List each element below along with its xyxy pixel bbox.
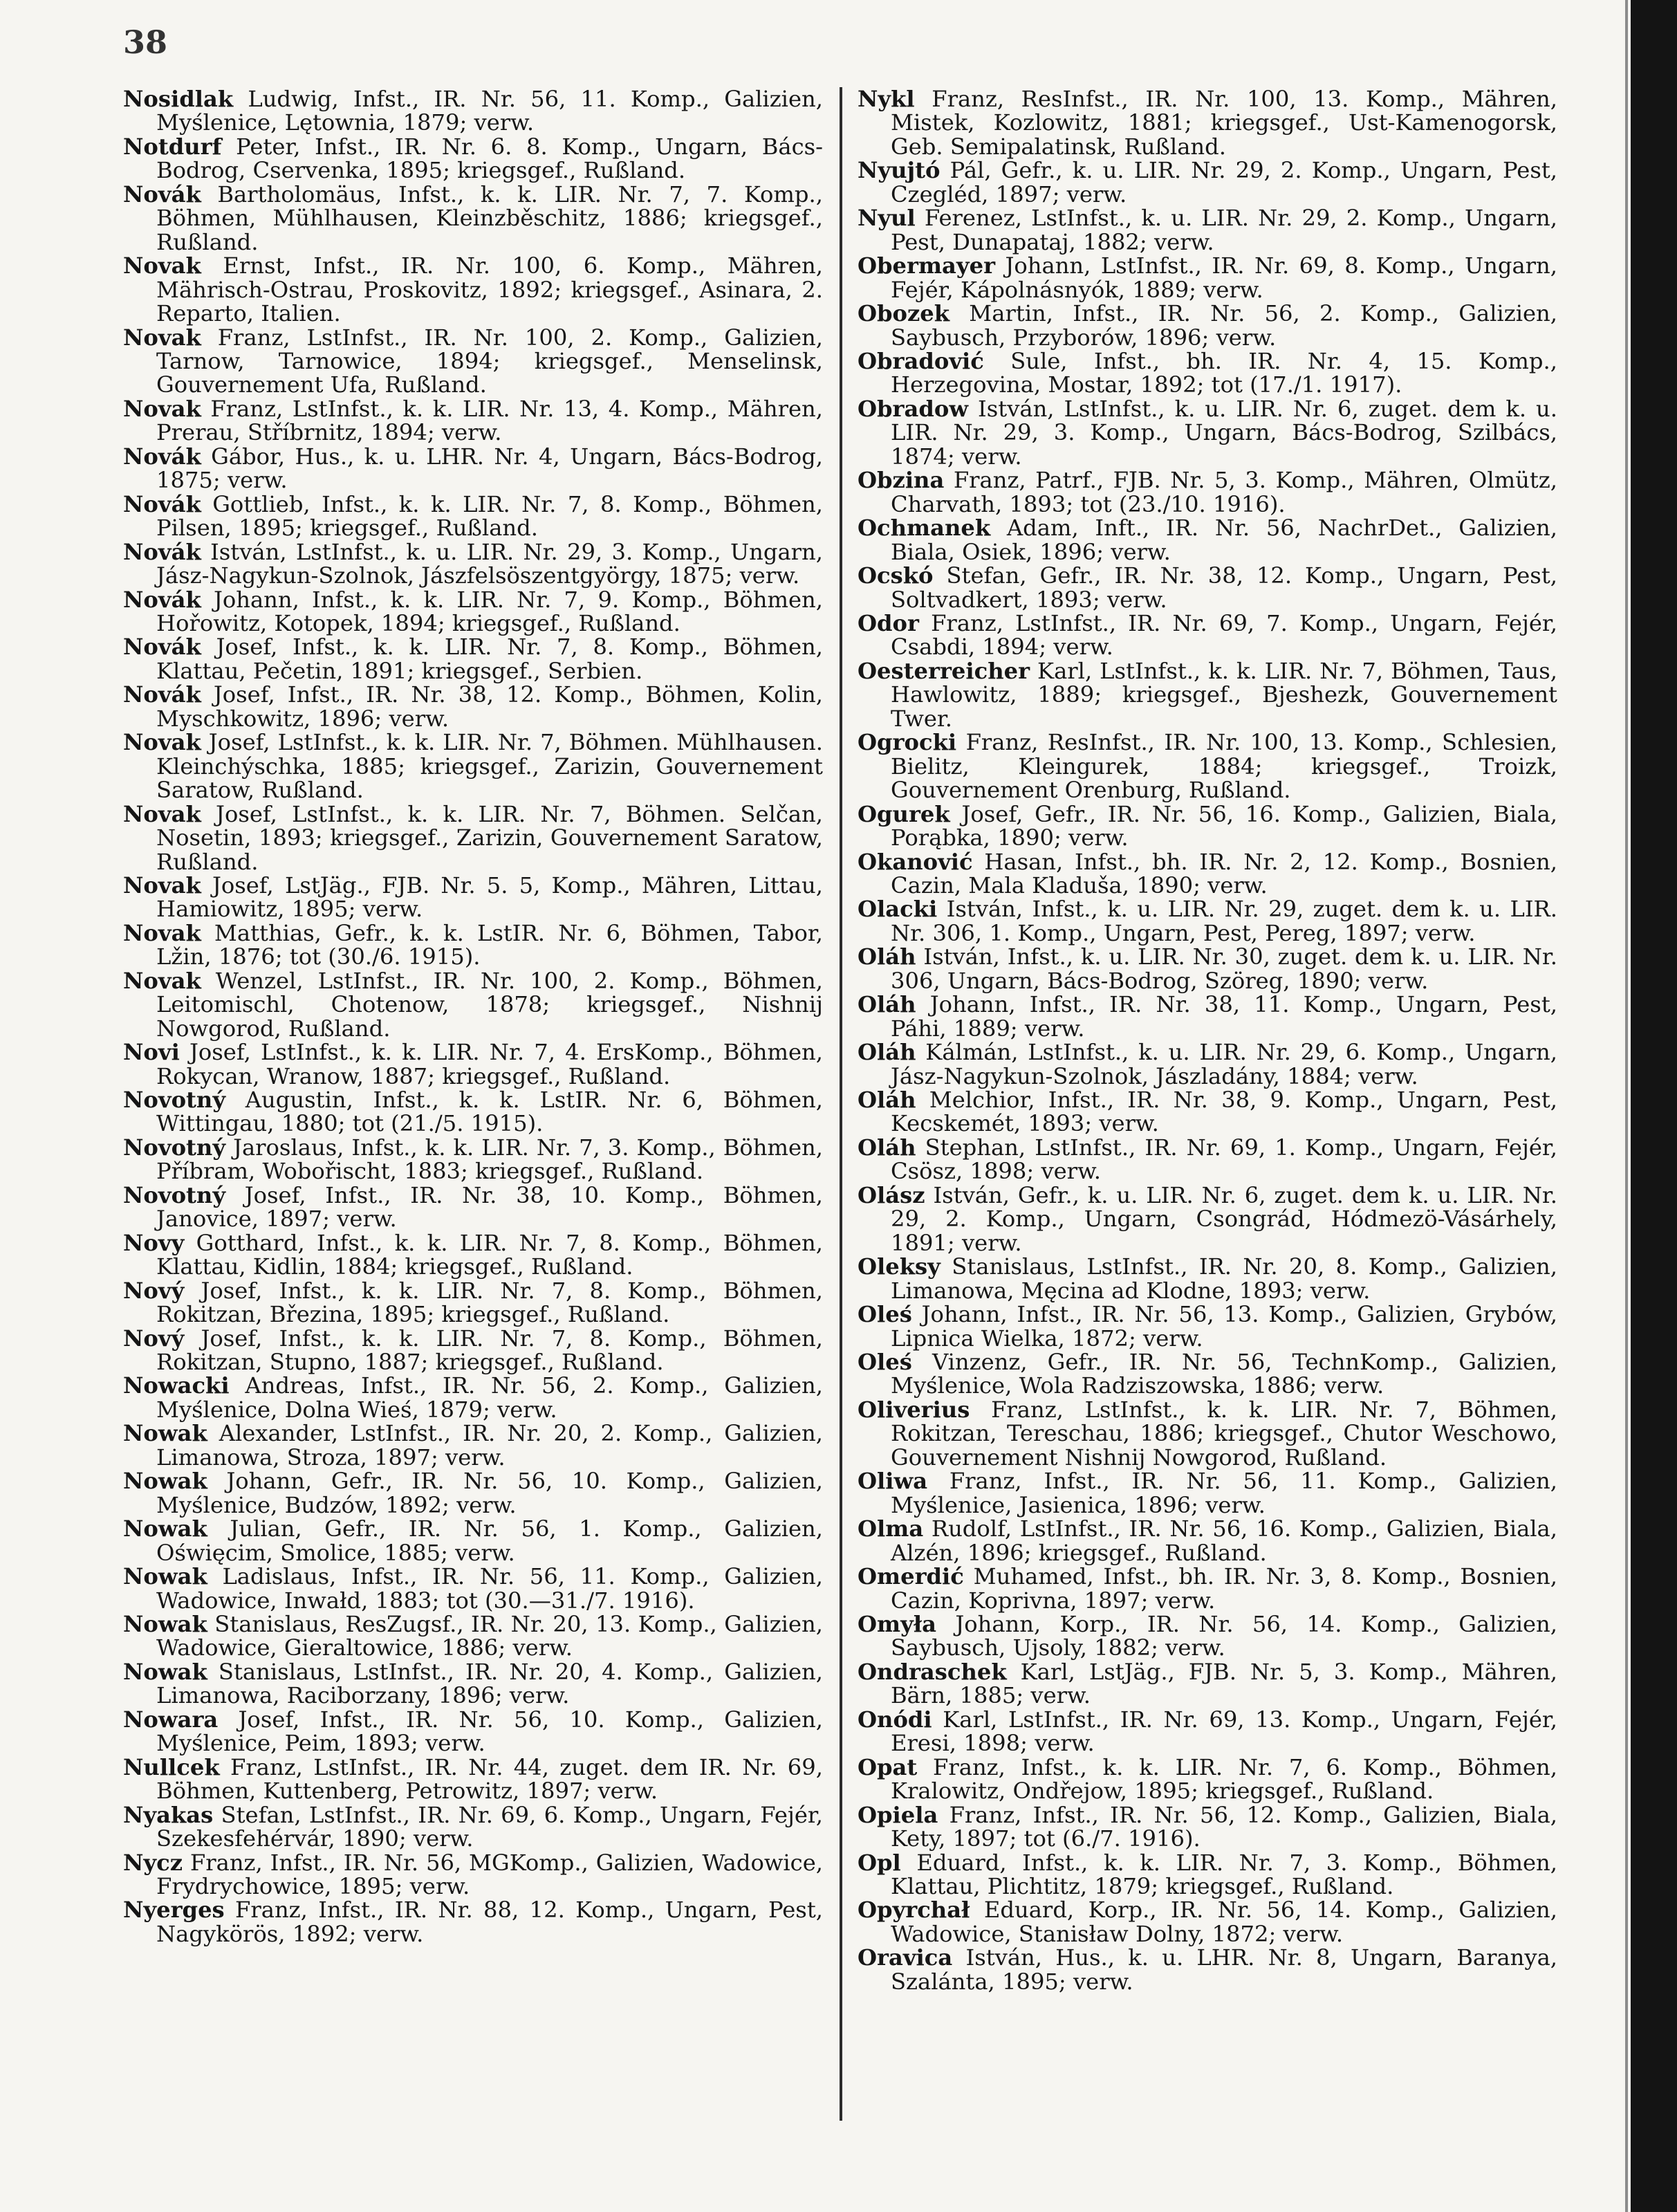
entry-surname: Novak <box>123 919 201 946</box>
entry-surname: Olacki <box>858 896 938 923</box>
entry-details: Vinzenz, Gefr., IR. Nr. 56, TechnKomp., Galizien, Myślenice, Wola Radziszowska, 1886; verw. <box>891 1349 1558 1399</box>
register-entry <box>858 1088 1557 1136</box>
register-entry <box>123 683 823 730</box>
entry-surname: Ocskó <box>858 562 934 589</box>
entry-surname: Nowacki <box>123 1372 230 1399</box>
register-entry <box>858 1946 1557 1993</box>
register-entry <box>123 874 823 921</box>
entry-surname: Obradović <box>858 347 984 374</box>
entry-details: Karl, LstJäg., FJB. Nr. 5, 3. Komp., Mähren, Bärn, 1885; verw. <box>891 1658 1557 1709</box>
entry-details: Franz, LstInfst., k. k. LIR. Nr. 7, Böhmen, Rokitzan, Tereschau, 1886; kriegsgef., Chutor Weschowo, Gouvernement Nishnij Nowgorod, Rußland. <box>891 1396 1558 1471</box>
entry-surname: Novotný <box>123 1087 226 1114</box>
entry-details: Sule, Infst., bh. IR. Nr. 4, 15. Komp., Herzegovina, Mostar, 1892; tot (17./1. 1917). <box>891 347 1557 398</box>
entry-surname: Novotný <box>123 1181 226 1208</box>
entry-surname: Novotný <box>123 1134 226 1161</box>
entry-surname: Oláh <box>858 1039 916 1066</box>
register-entry <box>123 1517 823 1565</box>
entry-details: Augustin, Infst., k. k. LstIR. Nr. 6, Böhmen, Wittingau, 1880; tot (21./5. 1915). <box>156 1087 824 1137</box>
entry-surname: Oleś <box>858 1349 912 1376</box>
register-entry <box>123 1803 823 1851</box>
register-entry <box>123 1279 823 1327</box>
entry-details: István, Gefr., k. u. LIR. Nr. 6, zuget. dem k. u. LIR. Nr. 29, 2. Komp., Ungarn, Csongrád, Hódmezö-Vásárhely, 1891; verw. <box>891 1181 1558 1256</box>
register-entry <box>858 1469 1557 1517</box>
register-entry <box>858 206 1557 254</box>
entry-details: Josef, Infst., IR. Nr. 38, 10. Komp., Böhmen, Janovice, 1897; verw. <box>156 1181 823 1233</box>
entry-details: Wenzel, LstInfst., IR. Nr. 100, 2. Komp., Böhmen, Leitomischl, Chotenow, 1878; kriegsgef., Nishnij Nowgorod, Rußland. <box>156 967 823 1042</box>
entry-details: Johann, Gefr., IR. Nr. 56, 10. Komp., Galizien, Myślenice, Budzów, 1892; verw. <box>156 1468 823 1518</box>
entry-surname: Novák <box>123 634 201 661</box>
entry-surname: Nowak <box>123 1420 207 1447</box>
entry-surname: Nycz <box>123 1849 183 1876</box>
register-entry <box>858 1612 1557 1660</box>
entry-details: Eduard, Korp., IR. Nr. 56, 14. Komp., Galizien, Wadowice, Stanisław Dolny, 1872; verw. <box>891 1897 1557 1947</box>
entry-details: Franz, ResInfst., IR. Nr. 100, 13. Komp., Mähren, Mistek, Kozlowitz, 1881; kriegsgef., Ust-Kamenogorsk, Geb. Semipalatinsk, Rußland. <box>891 86 1557 160</box>
register-entry <box>123 183 823 254</box>
entry-surname: Novy <box>123 1229 185 1256</box>
register-entry <box>858 1660 1557 1708</box>
entry-details: Johann, Korp., IR. Nr. 56, 14. Komp., Galizien, Saybusch, Ujsoly, 1882; verw. <box>891 1611 1558 1661</box>
entry-surname: Novak <box>123 967 201 994</box>
register-entry <box>858 993 1557 1040</box>
entry-surname: Nowak <box>123 1515 207 1542</box>
entry-surname: Oesterreicher <box>858 657 1030 684</box>
entry-details: Johann, Infst., IR. Nr. 38, 11. Komp., Ungarn, Pest, Páhi, 1889; verw. <box>891 991 1557 1042</box>
entry-details: Adam, Inft., IR. Nr. 56, NachrDet., Galizien, Biala, Osiek, 1896; verw. <box>891 515 1557 565</box>
register-entry <box>858 659 1557 730</box>
register-entry <box>858 1183 1557 1255</box>
entry-details: István, LstInfst., k. u. LIR. Nr. 29, 3. Komp., Ungarn, Jász-Nagykun-Szolnok, Jászfelsöszentgyörgy, 1875; verw. <box>156 538 823 589</box>
entry-details: István, Infst., k. u. LIR. Nr. 29, zuget. dem k. u. LIR. Nr. 306, 1. Komp., Ungarn, Pest, Pereg, 1897; verw. <box>891 896 1558 946</box>
entry-details: Stefan, Gefr., IR. Nr. 38, 12. Komp., Ungarn, Pest, Soltvadkert, 1893; verw. <box>891 562 1557 613</box>
entry-surname: Novák <box>123 490 201 517</box>
entry-surname: Omyła <box>858 1611 937 1637</box>
entry-surname: Olász <box>858 1181 925 1208</box>
register-entry <box>123 1040 823 1088</box>
register-entry <box>858 1136 1557 1183</box>
register-entry <box>858 1040 1557 1088</box>
entry-details: Eduard, Infst., k. k. LIR. Nr. 7, 3. Komp., Böhmen, Klattau, Plichtitz, 1879; kriegsgef., Rußland. <box>891 1849 1557 1899</box>
register-entry <box>858 1350 1557 1398</box>
entry-details: Gottlieb, Infst., k. k. LIR. Nr. 7, 8. Komp., Böhmen, Pilsen, 1895; kriegsgef., Rußland. <box>156 490 823 542</box>
register-entry <box>123 540 823 588</box>
entry-surname: Oravica <box>858 1944 953 1971</box>
entry-surname: Obradow <box>858 395 969 422</box>
entry-details: Kálmán, LstInfst., k. u. LIR. Nr. 29, 6. Komp., Ungarn, Jász-Nagykun-Szolnok, Jászladány, 1884; verw. <box>891 1039 1557 1089</box>
register-entry <box>858 611 1557 659</box>
register-entry <box>858 945 1557 993</box>
register-entry <box>123 492 823 540</box>
entry-surname: Odor <box>858 609 919 636</box>
entry-details: Stanislaus, LstInfst., IR. Nr. 20, 4. Komp., Galizien, Limanowa, Raciborzany, 1896; verw. <box>156 1658 823 1709</box>
entry-surname: Onódi <box>858 1706 932 1733</box>
entry-details: Franz, Patrf., FJB. Nr. 5, 3. Komp., Mähren, Olmütz, Charvath, 1893; tot (23./10. 1916). <box>891 467 1557 517</box>
entry-details: Franz, LstInfst., IR. Nr. 100, 2. Komp., Galizien, Tarnow, Tarnowice, 1894; kriegsgef., Menselinsk, Gouvernement Ufa, Rußland. <box>156 324 823 398</box>
entry-details: István, Infst., k. u. LIR. Nr. 30, zuget. dem k. u. LIR. Nr. 306, Ungarn, Bács-Bodrog, Szöreg, 1890; verw. <box>891 943 1558 994</box>
register-entry <box>858 158 1557 206</box>
register-entry <box>123 1755 823 1803</box>
entry-details: Alexander, LstInfst., IR. Nr. 20, 2. Komp., Galizien, Limanowa, Stroza, 1897; verw. <box>156 1420 824 1471</box>
entry-details: Peter, Infst., IR. Nr. 6. 8. Komp., Ungarn, Bács-Bodrog, Cservenka, 1895; kriegsgef., Rußland. <box>156 133 823 184</box>
entry-details: Ladislaus, Infst., IR. Nr. 56, 11. Komp., Galizien, Wadowice, Inwałd, 1883; tot (30.—31./7. 1916). <box>156 1563 824 1614</box>
entry-surname: Nový <box>123 1325 185 1352</box>
entry-surname: Oliverius <box>858 1396 970 1423</box>
entry-surname: Novak <box>123 252 201 279</box>
register-entry <box>858 516 1557 564</box>
entry-details: Gotthard, Infst., k. k. LIR. Nr. 7, 8. Komp., Böhmen, Klattau, Kidlin, 1884; kriegsgef., Rußland. <box>156 1229 823 1280</box>
entry-surname: Novak <box>123 324 201 351</box>
entry-surname: Oleś <box>858 1301 912 1328</box>
register-entry <box>858 1898 1557 1946</box>
register-entry <box>123 588 823 636</box>
column-divider <box>840 87 842 2121</box>
register-entry <box>858 730 1557 802</box>
entry-details: Julian, Gefr., IR. Nr. 56, 1. Komp., Galizien, Oświęcim, Smolice, 1885; verw. <box>156 1515 823 1566</box>
entry-surname: Nowak <box>123 1658 207 1685</box>
entry-surname: Nowara <box>123 1706 219 1733</box>
register-entry <box>123 1088 823 1136</box>
entry-details: Franz, LstInfst., IR. Nr. 69, 7. Komp., Ungarn, Fejér, Csabdi, 1894; verw. <box>891 609 1557 661</box>
entry-details: Stefan, LstInfst., IR. Nr. 69, 6. Komp., Ungarn, Fejér, Szekesfehérvár, 1890; verw. <box>156 1801 823 1852</box>
entry-details: Josef, Gefr., IR. Nr. 56, 16. Komp., Galizien, Biala, Porąbka, 1890; verw. <box>891 800 1558 851</box>
register-entry <box>858 349 1557 397</box>
register-entry <box>123 445 823 492</box>
entry-surname: Nowak <box>123 1468 207 1495</box>
entry-details: Stanislaus, ResZugsf., IR. Nr. 20, 13. Komp., Galizien, Wadowice, Gieraltowice, 1886; verw. <box>156 1611 823 1661</box>
entry-surname: Nosidlak <box>123 86 234 112</box>
entry-surname: Nykl <box>858 86 915 112</box>
entry-details: Josef, Infst., IR. Nr. 56, 10. Komp., Galizien, Myślenice, Peim, 1893; verw. <box>156 1706 824 1757</box>
entry-details: Franz, Infst., IR. Nr. 56, MGKomp., Galizien, Wadowice, Frydrychowice, 1895; verw. <box>156 1849 823 1899</box>
entry-details: Josef, Infst., k. k. LIR. Nr. 7, 8. Komp., Böhmen, Rokitzan, Stupno, 1887; kriegsgef., Rußland. <box>156 1325 824 1376</box>
register-entry <box>123 1183 823 1231</box>
entry-details: Matthias, Gefr., k. k. LstIR. Nr. 6, Böhmen, Tabor, Lžin, 1876; tot (30./6. 1915). <box>156 919 823 970</box>
register-entry <box>123 135 823 183</box>
entry-surname: Nullcek <box>123 1753 220 1780</box>
entry-surname: Nyerges <box>123 1897 225 1924</box>
entry-surname: Ogurek <box>858 800 950 827</box>
page-number: 38 <box>123 24 168 61</box>
entry-details: Rudolf, LstInfst., IR. Nr. 56, 16. Komp., Galizien, Biala, Alzén, 1896; kriegsgef., Rußland. <box>891 1515 1557 1566</box>
entry-details: István, LstInfst., k. u. LIR. Nr. 6, zuget. dem k. u. LIR. Nr. 29, 3. Komp., Ungarn, Bács-Bodrog, Szilbács, 1874; verw. <box>891 395 1557 470</box>
entry-surname: Oleksy <box>858 1253 941 1280</box>
entry-details: Bartholomäus, Infst., k. k. LIR. Nr. 7, 7. Komp., Böhmen, Mühlhausen, Kleinzběschitz, 1886; kriegsgef., Rußland. <box>156 181 824 255</box>
entry-details: Franz, Infst., IR. Nr. 56, 12. Komp., Galizien, Biala, Kety, 1897; tot (6./7. 1916). <box>891 1801 1558 1852</box>
entry-surname: Okanović <box>858 848 973 875</box>
entry-surname: Nyul <box>858 205 916 232</box>
register-entry <box>123 1374 823 1421</box>
register-entry <box>123 326 823 397</box>
register-entry <box>123 1469 823 1517</box>
register-entry <box>123 1660 823 1708</box>
entry-surname: Novak <box>123 800 201 827</box>
entry-surname: Ondraschek <box>858 1658 1007 1685</box>
register-entry <box>123 969 823 1040</box>
entry-surname: Novak <box>123 395 201 422</box>
entry-details: Franz, ResInfst., IR. Nr. 100, 13. Komp., Schlesien, Bielitz, Kleingurek, 1884; kriegsgef., Troizk, Gouvernement Orenburg, Rußland. <box>891 729 1557 804</box>
entry-details: Franz, LstInfst., k. k. LIR. Nr. 13, 4. Komp., Mähren, Prerau, Stříbrnitz, 1894; verw. <box>156 395 824 446</box>
entry-surname: Nový <box>123 1277 185 1304</box>
register-entry <box>123 1708 823 1755</box>
entry-details: Josef, LstInfst., k. k. LIR. Nr. 7, Böhmen. Selčan, Nosetin, 1893; kriegsgef., Zarizin, Gouvernement Saratow, Rußland. <box>156 800 823 875</box>
register-entry <box>858 1803 1557 1851</box>
page-edge <box>1625 0 1628 2212</box>
entry-details: Josef, Infst., k. k. LIR. Nr. 7, 8. Komp., Böhmen, Klattau, Pečetin, 1891; kriegsgef., Serbien. <box>156 634 823 684</box>
entry-details: Ludwig, Infst., IR. Nr. 56, 11. Komp., Galizien, Myślenice, Lętownia, 1879; verw. <box>156 86 823 136</box>
register-entry <box>858 802 1557 850</box>
entry-surname: Novak <box>123 729 201 756</box>
entry-surname: Omerdić <box>858 1563 964 1590</box>
register-entry <box>858 897 1557 945</box>
entry-surname: Nyujtó <box>858 157 941 184</box>
register-entry <box>858 1565 1557 1612</box>
register-entry <box>858 302 1557 349</box>
entry-surname: Opl <box>858 1849 901 1876</box>
entry-surname: Novák <box>123 181 201 208</box>
entry-details: Franz, Infst., IR. Nr. 88, 12. Komp., Ungarn, Pest, Nagykörös, 1892; verw. <box>156 1897 823 1947</box>
register-entry <box>123 802 823 874</box>
entry-surname: Nowak <box>123 1563 207 1590</box>
register-entry <box>858 564 1557 611</box>
register-entry <box>123 1231 823 1279</box>
entry-details: Franz, Infst., k. k. LIR. Nr. 7, 6. Komp., Böhmen, Kralowitz, Ondřejow, 1895; kriegsgef., Rußland. <box>891 1753 1557 1805</box>
entry-details: Johann, Infst., IR. Nr. 56, 13. Komp., Galizien, Grybów, Lipnica Wielka, 1872; verw. <box>891 1301 1557 1352</box>
entry-details: Karl, LstInfst., IR. Nr. 69, 13. Komp., Ungarn, Fejér, Eresi, 1898; verw. <box>891 1706 1557 1757</box>
entry-surname: Ogrocki <box>858 729 957 756</box>
register-entry <box>123 1851 823 1899</box>
register-entry <box>123 1612 823 1660</box>
entry-surname: Novi <box>123 1039 180 1066</box>
entry-details: Stephan, LstInfst., IR. Nr. 69, 1. Komp., Ungarn, Fejér, Csösz, 1898; verw. <box>891 1134 1557 1185</box>
entry-surname: Opiela <box>858 1801 938 1828</box>
entry-details: Jaroslaus, Infst., k. k. LIR. Nr. 7, 3. Komp., Böhmen, Příbram, Wobořischt, 1883; kriegsgef., Rußland. <box>156 1134 823 1185</box>
register-entry <box>858 1708 1557 1755</box>
entry-surname: Oláh <box>858 943 916 970</box>
right-column <box>858 87 1557 1993</box>
register-entry <box>858 254 1557 302</box>
entry-details: Franz, LstInfst., IR. Nr. 44, zuget. dem IR. Nr. 69, Böhmen, Kuttenberg, Petrowitz, 1897; verw. <box>156 1753 823 1805</box>
entry-surname: Oláh <box>858 991 916 1018</box>
entry-surname: Novák <box>123 443 201 470</box>
entry-details: Josef, Infst., k. k. LIR. Nr. 7, 8. Komp., Böhmen, Rokitzan, Březina, 1895; kriegsgef., Rußland. <box>156 1277 824 1328</box>
entry-details: Josef, LstInfst., k. k. LIR. Nr. 7, 4. ErsKomp., Böhmen, Rokycan, Wranow, 1887; kriegsgef., Rußland. <box>156 1039 823 1089</box>
register-entry <box>858 87 1557 158</box>
entry-details: Franz, Infst., IR. Nr. 56, 11. Komp., Galizien, Myślenice, Jasienica, 1896; verw. <box>891 1468 1557 1518</box>
entry-surname: Opyrchał <box>858 1897 970 1924</box>
register-entry <box>123 397 823 445</box>
entry-details: Karl, LstInfst., k. k. LIR. Nr. 7, Böhmen, Taus, Hawlowitz, 1889; kriegsgef., Bjeshezk, Gouvernement Twer. <box>891 657 1558 732</box>
register-entry <box>123 1136 823 1183</box>
entry-surname: Ochmanek <box>858 515 991 542</box>
entry-surname: Obermayer <box>858 252 996 279</box>
register-entry <box>123 254 823 325</box>
register-entry <box>858 1302 1557 1350</box>
register-entry <box>123 87 823 135</box>
entry-surname: Opat <box>858 1753 918 1780</box>
entry-surname: Nowak <box>123 1611 207 1637</box>
register-entry <box>858 1255 1557 1302</box>
entry-details: Gábor, Hus., k. u. LHR. Nr. 4, Ungarn, Bács-Bodrog, 1875; verw. <box>156 443 823 494</box>
entry-surname: Oláh <box>858 1134 916 1161</box>
entry-details: Johann, LstInfst., IR. Nr. 69, 8. Komp., Ungarn, Fejér, Kápolnásnyók, 1889; verw. <box>891 252 1557 303</box>
register-entry <box>858 468 1557 516</box>
entry-surname: Notdurf <box>123 133 222 160</box>
entry-surname: Novák <box>123 538 201 565</box>
left-column <box>123 87 823 1946</box>
register-entry <box>858 1517 1557 1565</box>
register-entry <box>123 1898 823 1946</box>
register-entry <box>858 1755 1557 1803</box>
entry-surname: Oláh <box>858 1087 916 1114</box>
entry-details: Josef, LstJäg., FJB. Nr. 5. 5, Komp., Mähren, Littau, Hamiowitz, 1895; verw. <box>156 872 823 923</box>
register-entry <box>123 730 823 802</box>
entry-surname: Nyakas <box>123 1801 214 1828</box>
entry-details: Ferenez, LstInfst., k. u. LIR. Nr. 29, 2. Komp., Ungarn, Pest, Dunapataj, 1882; verw. <box>891 205 1557 255</box>
register-entry <box>123 1421 823 1469</box>
entry-details: Ernst, Infst., IR. Nr. 100, 6. Komp., Mähren, Mährisch-Ostrau, Proskovitz, 1892; kriegsgef., Asinara, 2. Reparto, Italien. <box>156 252 824 327</box>
register-entry <box>858 397 1557 468</box>
entry-details: Josef, Infst., IR. Nr. 38, 12. Komp., Böhmen, Kolin, Myschkowitz, 1896; verw. <box>156 681 824 732</box>
register-entry <box>858 850 1557 898</box>
entry-surname: Obzina <box>858 467 945 494</box>
entry-details: Pál, Gefr., k. u. LIR. Nr. 29, 2. Komp., Ungarn, Pest, Czegléd, 1897; verw. <box>891 157 1558 208</box>
entry-details: Muhamed, Infst., bh. IR. Nr. 3, 8. Komp., Bosnien, Cazin, Koprivna, 1897; verw. <box>891 1563 1557 1614</box>
register-entry <box>123 635 823 683</box>
entry-surname: Oliwa <box>858 1468 928 1495</box>
register-entry <box>858 1398 1557 1469</box>
entry-details: Melchior, Infst., IR. Nr. 38, 9. Komp., Ungarn, Pest, Kecskemét, 1893; verw. <box>891 1087 1557 1137</box>
entry-surname: Novak <box>123 872 201 898</box>
entry-details: Johann, Infst., k. k. LIR. Nr. 7, 9. Komp., Böhmen, Hořowitz, Kotopek, 1894; kriegsgef., Rußland. <box>156 586 824 636</box>
entry-surname: Obozek <box>858 300 950 327</box>
register-entry <box>123 921 823 969</box>
entry-details: Hasan, Infst., bh. IR. Nr. 2, 12. Komp., Bosnien, Cazin, Mala Kladuša, 1890; verw. <box>891 848 1557 898</box>
entry-details: Josef, LstInfst., k. k. LIR. Nr. 7, Böhmen. Mühlhausen. Kleinchýschka, 1885; kriegsgef., Zarizin, Gouvernement Saratow, Rußland. <box>156 729 823 804</box>
register-entry <box>123 1327 823 1374</box>
entry-details: Stanislaus, LstInfst., IR. Nr. 20, 8. Komp., Galizien, Limanowa, Męcina ad Klodne, 1893; verw. <box>891 1253 1557 1304</box>
register-entry <box>123 1565 823 1612</box>
entry-details: István, Hus., k. u. LHR. Nr. 8, Ungarn, Baranya, Szalánta, 1895; verw. <box>891 1944 1558 1995</box>
entry-surname: Novák <box>123 586 201 613</box>
entry-details: Andreas, Infst., IR. Nr. 56, 2. Komp., Galizien, Myślenice, Dolna Wieś, 1879; verw. <box>156 1372 824 1423</box>
entry-details: Martin, Infst., IR. Nr. 56, 2. Komp., Galizien, Saybusch, Przyborów, 1896; verw. <box>891 300 1557 351</box>
entry-surname: Olma <box>858 1515 924 1542</box>
register-entry <box>858 1851 1557 1899</box>
entry-surname: Novák <box>123 681 201 708</box>
